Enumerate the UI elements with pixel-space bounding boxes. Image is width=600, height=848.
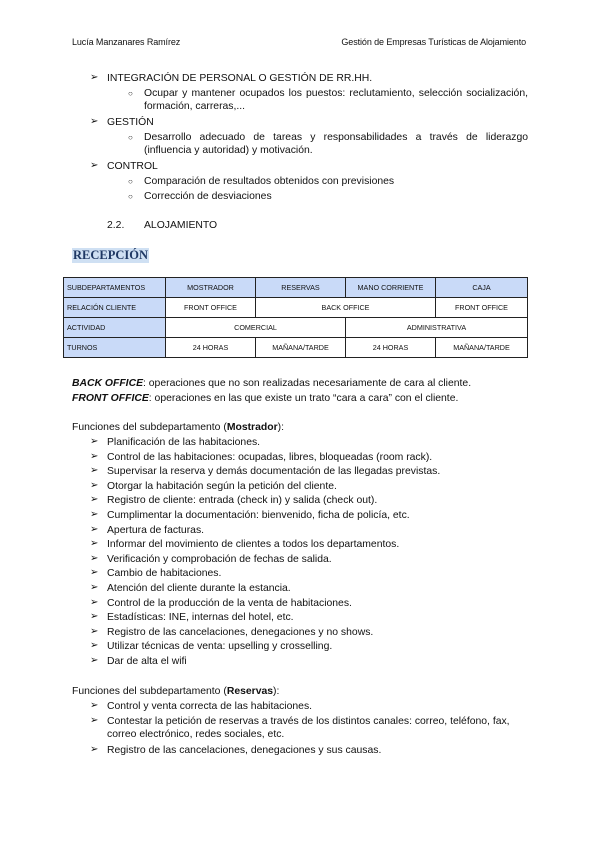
arrow-bullet: ➢ [90,160,99,171]
reception-table [63,277,528,358]
arrow-bullet: ➢ [90,524,99,535]
table-cell: MAÑANA/TARDE [436,338,528,358]
list-item: Registro de las cancelaciones, denegaciones y no shows. [107,627,374,638]
arrow-bullet: ➢ [90,465,99,476]
list-item: Utilizar técnicas de venta: upselling y crosselling. [107,641,333,652]
table-cell: 24 HORAS [346,338,436,358]
arrow-bullet: ➢ [90,626,99,637]
list-item: Informar del movimiento de clientes a todos los departamentos. [107,539,400,550]
heading-close: ): [277,422,284,433]
arrow-bullet: ➢ [90,553,99,564]
arrow-bullet: ➢ [90,640,99,651]
list-item-title: GESTIÓN [107,117,154,128]
list-subitem: Ocupar y mantener ocupados los puestos: reclutamiento, selección socialización, formación, carreras,... [144,88,528,112]
table-cell: ACTIVIDAD [64,318,166,338]
section-number: 2.2. [107,220,125,231]
list-item: Supervisar la reserva y demás documentación de las llegadas previstas. [107,466,441,477]
arrow-bullet: ➢ [90,480,99,491]
table-row [64,278,528,298]
front-office-text: : operaciones en las que existe un trato “cara a cara” con el cliente. [148,393,459,404]
list-item: Registro de las cancelaciones, denegaciones y sus causas. [107,745,382,756]
list-item: Control de la producción de la venta de habitaciones. [107,598,352,609]
circle-bullet: ○ [128,192,133,201]
list-item: Cumplimentar la documentación: bienvenido, ficha de policía, etc. [107,510,410,521]
table-row [64,338,528,358]
arrow-bullet: ➢ [90,72,99,83]
arrow-bullet: ➢ [90,567,99,578]
front-office-term: FRONT OFFICE [72,393,149,404]
table-cell: ADMINISTRATIVA [346,318,528,338]
list-item: Control de las habitaciones: ocupadas, libres, bloqueadas (room rack). [107,452,433,463]
mostrador-heading [72,421,284,434]
table-cell: FRONT OFFICE [166,298,256,318]
list-item: Atención del cliente durante la estancia. [107,583,291,594]
table-cell: CAJA [436,278,528,298]
table-cell: MANO CORRIENTE [346,278,436,298]
heading-intro: Funciones del subdepartamento ( [72,422,227,433]
arrow-bullet: ➢ [90,509,99,520]
table-cell: MAÑANA/TARDE [256,338,346,358]
list-subitem: Comparación de resultados obtenidos con previsiones [144,176,395,187]
table-cell: TURNOS [64,338,166,358]
list-item: Control y venta correcta de las habitaciones. [107,701,313,712]
table-cell: RESERVAS [256,278,346,298]
arrow-bullet: ➢ [90,494,99,505]
subtitle-recepcion: RECEPCIÓN [73,248,149,262]
table-cell: SUBDEPARTAMENTOS [64,278,166,298]
circle-bullet: ○ [128,133,133,142]
arrow-bullet: ➢ [90,611,99,622]
reservas-heading [72,685,279,698]
table-cell: RELACIÓN CLIENTE [64,298,166,318]
table-cell: BACK OFFICE [256,298,436,318]
list-item: Estadísticas: INE, internas del hotel, etc. [107,612,294,623]
list-subitem: Desarrollo adecuado de tareas y responsabilidades a través de liderazgo (influencia y autoridad) y motivación. [144,132,528,156]
list-item: Planificación de las habitaciones. [107,437,261,448]
front-office-definition [72,392,458,405]
table-cell: 24 HORAS [166,338,256,358]
list-item: Registro de cliente: entrada (check in) y salida (check out). [107,495,378,506]
arrow-bullet: ➢ [90,655,99,666]
circle-bullet: ○ [128,89,133,98]
heading-intro: Funciones del subdepartamento ( [72,686,227,697]
table-cell: FRONT OFFICE [436,298,528,318]
circle-bullet: ○ [128,177,133,186]
list-item-title: CONTROL [107,161,158,172]
table-row [64,298,528,318]
list-item: Otorgar la habitación según la petición del cliente. [107,481,337,492]
list-item-title: INTEGRACIÓN DE PERSONAL O GESTIÓN DE RR.HH. [107,73,373,84]
list-item: Verificación y comprobación de fechas de salida. [107,554,332,565]
arrow-bullet: ➢ [90,700,99,711]
list-item: Dar de alta el wifi [107,656,187,667]
back-office-term: BACK OFFICE [72,378,143,389]
arrow-bullet: ➢ [90,597,99,608]
arrow-bullet: ➢ [90,451,99,462]
header-course: Gestión de Empresas Turísticas de Alojamiento [341,37,526,47]
arrow-bullet: ➢ [90,715,99,726]
list-item: Cambio de habitaciones. [107,568,222,579]
arrow-bullet: ➢ [90,744,99,755]
arrow-bullet: ➢ [90,582,99,593]
header-author: Lucía Manzanares Ramírez [72,37,181,47]
list-subitem: Corrección de desviaciones [144,191,272,202]
list-item: Apertura de facturas. [107,525,205,536]
table-cell: COMERCIAL [166,318,346,338]
heading-name: Reservas [226,686,274,697]
table-cell: MOSTRADOR [166,278,256,298]
arrow-bullet: ➢ [90,116,99,127]
section-title: ALOJAMIENTO [144,220,218,231]
table-row [64,318,528,338]
arrow-bullet: ➢ [90,538,99,549]
heading-name: Mostrador [226,422,278,433]
back-office-definition [72,377,471,390]
list-item: Contestar la petición de reservas a través de los distintos canales: correo, teléfono, fax, correo electrónico, redes sociales, etc. [107,716,510,740]
back-office-text: : operaciones que no son realizadas necesariamente de cara al cliente. [143,378,472,389]
arrow-bullet: ➢ [90,436,99,447]
heading-close: ): [273,686,280,697]
